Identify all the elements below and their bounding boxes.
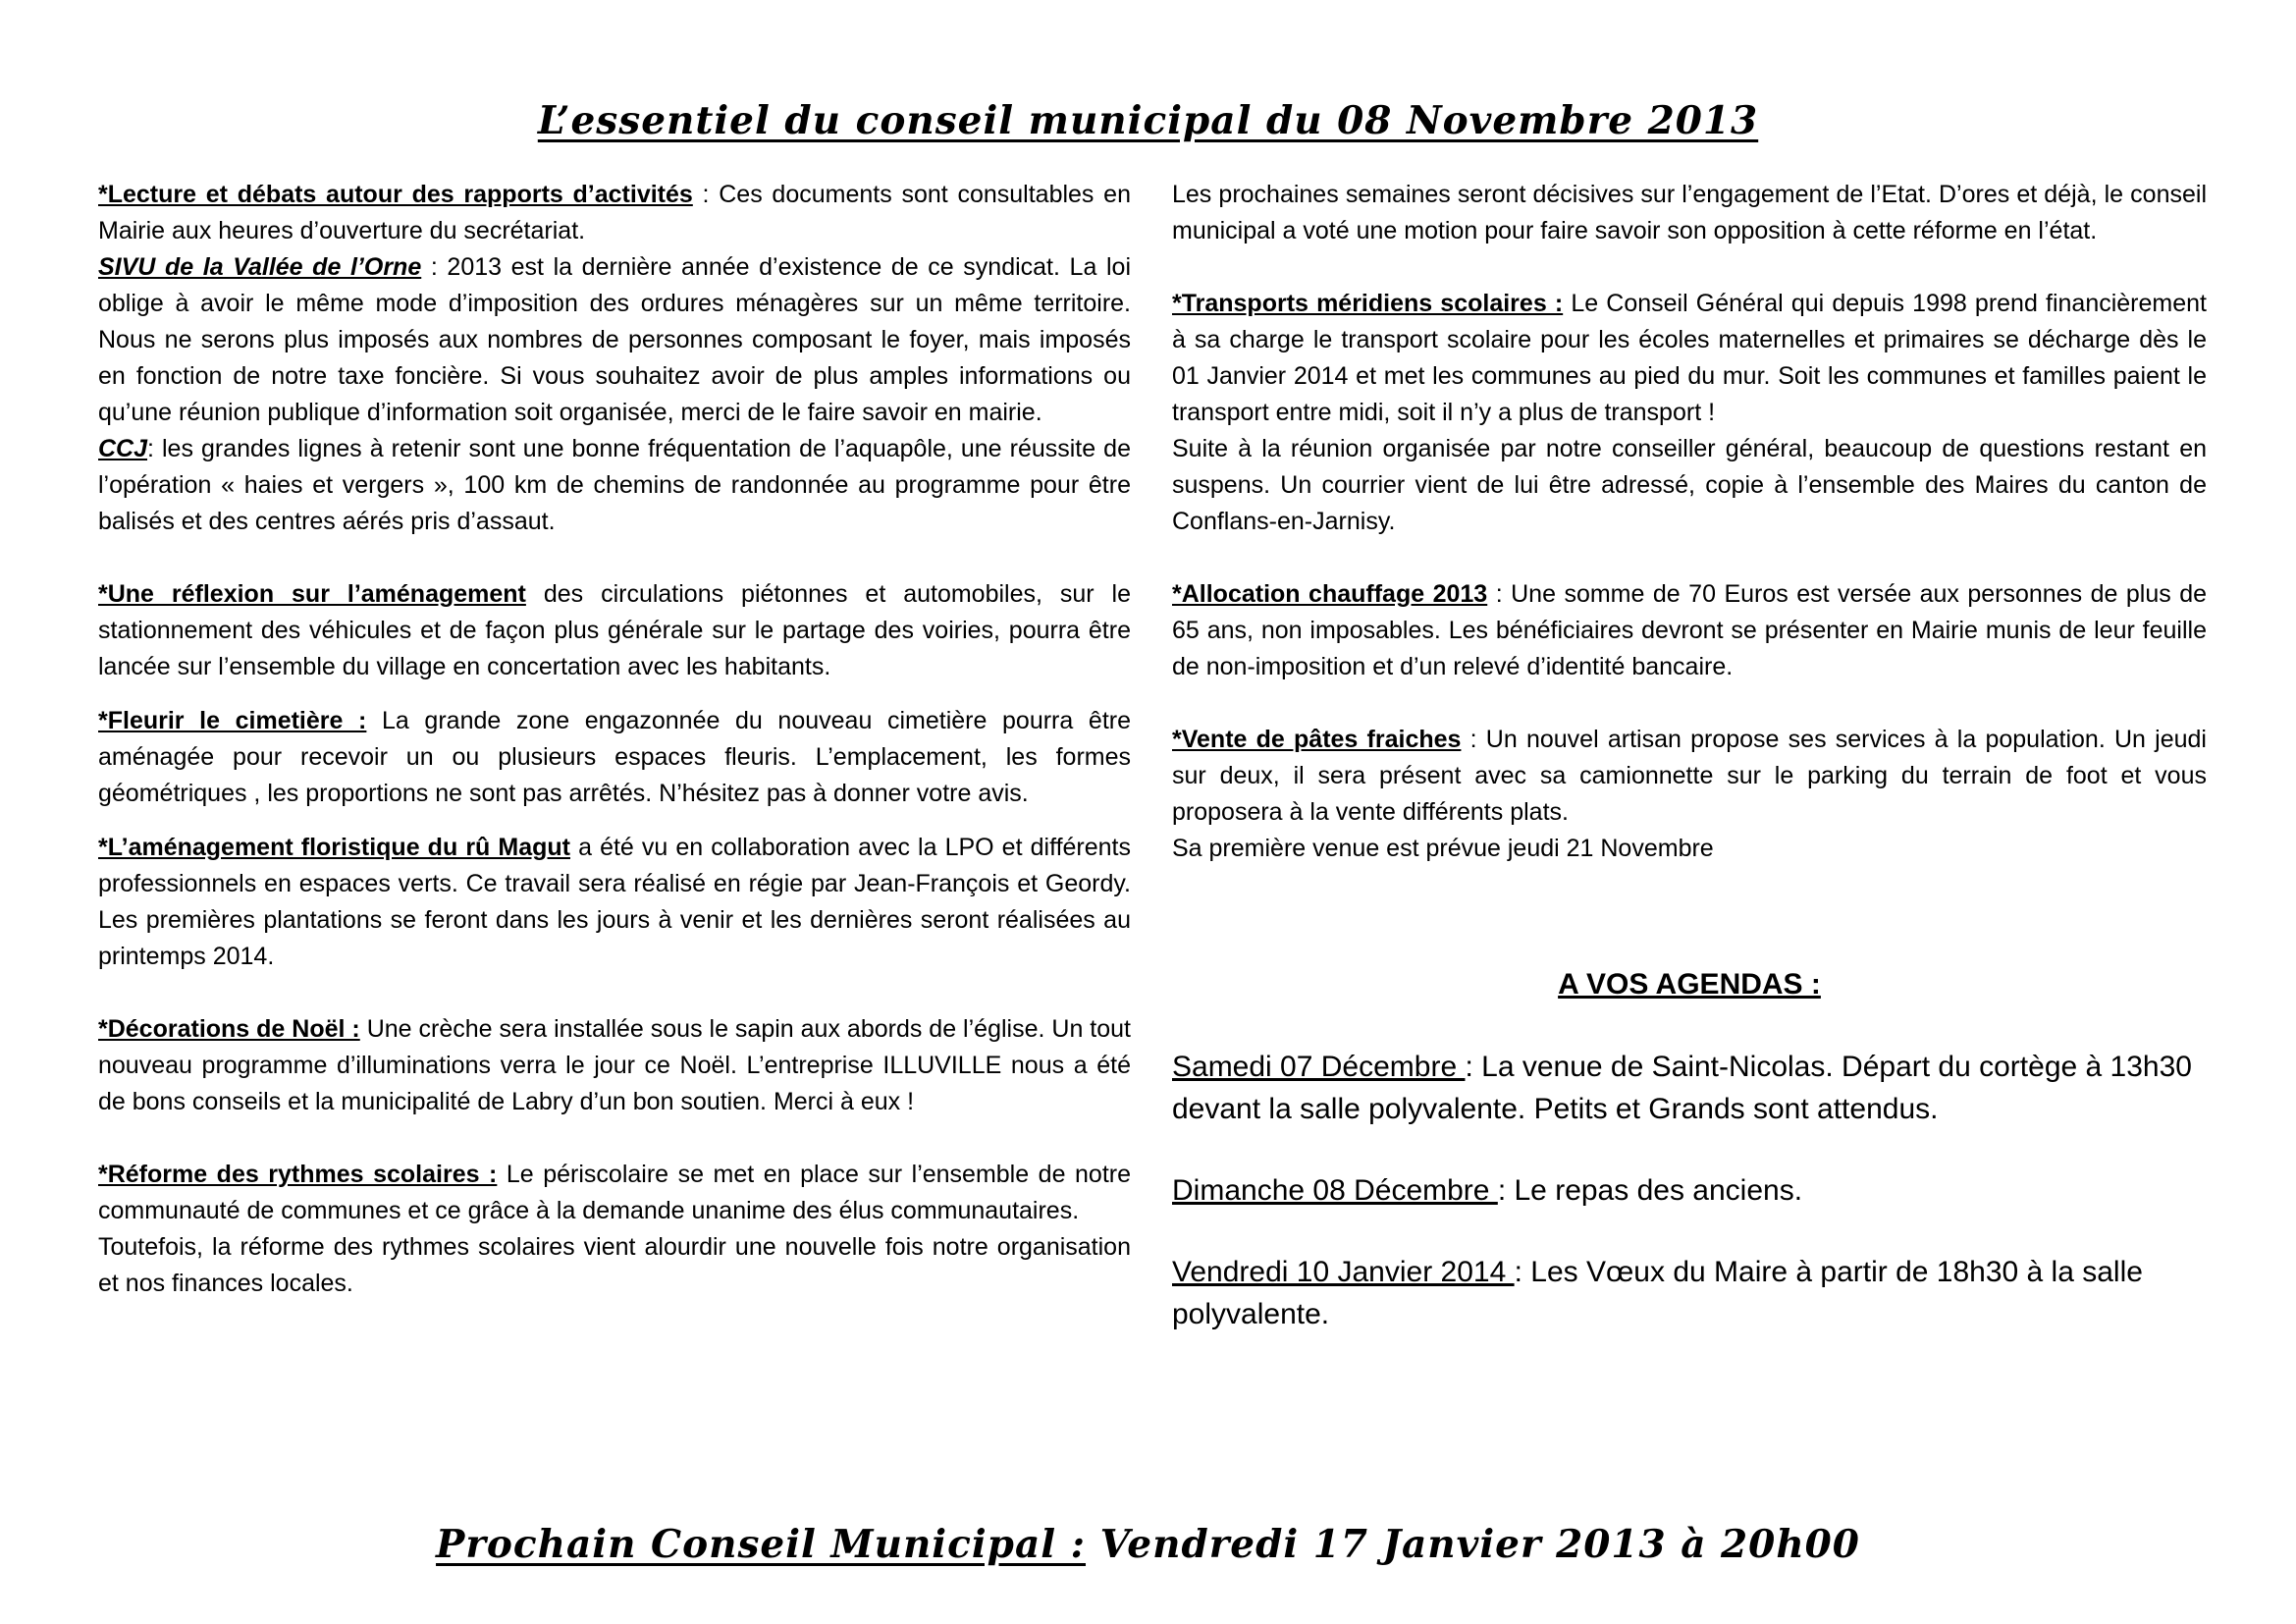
section-label: *Réforme des rythmes scolaires : [98, 1161, 498, 1188]
agenda-item [1172, 1169, 2207, 1212]
section-label: *Décorations de Noël : [98, 1015, 360, 1043]
section-text: La grande zone engazonnée du nouveau cimetière pourra être aménagée pour recevoir un ou plusieurs espaces fleuris. L’emplacement, les formes géométriques , les proportions ne sont pas arrêtés. N’hésitez pas à donner votre avis. [98, 707, 1131, 807]
sivu-label: SIVU de la Vallée de l’Orne [98, 253, 422, 281]
section-text: Une crèche sera installée sous le sapin aux abords de l’église. Un tout nouveau programme d’illuminations verra le jour ce Noël. L’entreprise ILLUVILLE nous a été de bons conseils et la municipalité de Labry d’un bon soutien. Merci à eux ! [98, 1015, 1131, 1115]
section-label: *Transports méridiens scolaires : [1172, 290, 1564, 317]
section-label: *Allocation chauffage 2013 [1172, 580, 1488, 608]
footer-text: Vendredi 17 Janvier 2013 à 20h00 [1086, 1522, 1860, 1567]
section-amenagement [98, 576, 1131, 685]
section-text: a été vu en collaboration avec la LPO et différents professionnels en espaces verts. Ce travail sera réalisé en régie par Jean-François et Geordy. Les premières plantations se feront dans les jours à venir et les dernières seront réalisées au printemps 2014. [98, 834, 1131, 970]
right-column [1172, 177, 2207, 1335]
next-council-footer [0, 1522, 2296, 1567]
sivu-text: : 2013 est la dernière année d’existence de ce syndicat. La loi oblige à avoir le même mode d’imposition des ordures ménagères sur un même territoire. Nous ne serons plus imposés aux nombres de personnes composant le foyer, mais imposés en fonction de notre taxe foncière. Si vous souhaitez avoir de plus amples informations ou qu’une réunion publique d’information soit organisée, merci de le faire savoir en mairie. [98, 253, 1131, 426]
section-floristique [98, 830, 1131, 975]
section-label: *Vente de pâtes fraiches [1172, 726, 1462, 753]
section-text: : Ces documents sont consultables en Mairie aux heures d’ouverture du secrétariat. [98, 181, 1131, 244]
agenda-text: : Le repas des anciens. [1497, 1174, 1803, 1207]
agenda-date: Vendredi 10 Janvier 2014 [1172, 1256, 1515, 1288]
agenda-item [1172, 1046, 2207, 1130]
agenda-text: : Les Vœux du Maire à partir de 18h30 à la salle polyvalente. [1172, 1256, 2143, 1330]
section-transports [1172, 286, 2207, 540]
ccj-label: CCJ [98, 435, 148, 462]
agenda-text: : La venue de Saint-Nicolas. Départ du cortège à 13h30 devant la salle polyvalente. Petits et Grands sont attendus. [1172, 1051, 2192, 1125]
section-rythmes-continued: Les prochaines semaines seront décisives sur l’engagement de l’Etat. D’ores et déjà, le conseil municipal a voté une motion pour faire savoir son opposition à cette réforme en l’état. [1172, 181, 2207, 244]
section-label: *L’aménagement floristique du rû Magut [98, 834, 570, 861]
section-pates [1172, 722, 2207, 867]
section-rythmes [98, 1157, 1131, 1302]
section-label: *Lecture et débats autour des rapports d’activités [98, 181, 693, 208]
agenda-list [1172, 1046, 2207, 1335]
agenda-item [1172, 1251, 2207, 1335]
section-text-2: Toutefois, la réforme des rythmes scolaires vient alourdir une nouvelle fois notre organisation et nos finances locales. [98, 1233, 1131, 1297]
ccj-text: : les grandes lignes à retenir sont une bonne fréquentation de l’aquapôle, une réussite de l’opération « haies et vergers », 100 km de chemins de randonnée au programme pour être balisés et des centres aérés pris d’assaut. [98, 435, 1131, 535]
section-text: Le Conseil Général qui depuis 1998 prend financièrement à sa charge le transport scolaire pour les écoles maternelles et primaires se décharge dès le 01 Janvier 2014 et met les communes au pied du mur. Soit les communes et familles paient le transport entre midi, soit il n’y a plus de transport ! [1172, 290, 2207, 426]
section-text: des circulations piétonnes et automobiles, sur le stationnement des véhicules et de façon plus générale sur le partage des voiries, pourra être lancée sur l’ensemble du village en concertation avec les habitants. [98, 580, 1132, 680]
left-column [98, 177, 1131, 1302]
page-title: L’essentiel du conseil municipal du 08 Novembre 2013 [537, 98, 1759, 143]
agenda-title: A VOS AGENDAS : [1558, 968, 1821, 1001]
section-rapports [98, 177, 1131, 540]
section-chauffage [1172, 576, 2207, 685]
section-label: *Une réflexion sur l’aménagement [98, 580, 526, 608]
section-text-2: Sa première venue est prévue jeudi 21 Novembre [1172, 835, 1714, 862]
section-text: : Une somme de 70 Euros est versée aux personnes de plus de 65 ans, non imposables. Les bénéficiaires devront se présenter en Mairie munis de leur feuille de non-imposition et d’un relevé d’identité bancaire. [1172, 580, 2208, 680]
agenda-date: Samedi 07 Décembre [1172, 1051, 1466, 1083]
section-text: : Un nouvel artisan propose ses services à la population. Un jeudi sur deux, il sera présent avec sa camionnette sur le parking du terrain de foot et vous proposera à la vente différents plats. [1172, 726, 2207, 826]
section-label: *Fleurir le cimetière : [98, 707, 367, 734]
section-cimetiere [98, 703, 1131, 812]
footer-label: Prochain Conseil Municipal : [436, 1522, 1087, 1567]
section-noel [98, 1011, 1131, 1120]
section-text: Le périscolaire se met en place sur l’ensemble de notre communauté de communes et ce grâce à la demande unanime des élus communautaires. [98, 1161, 1131, 1224]
section-text-2: Suite à la réunion organisée par notre conseiller général, beaucoup de questions restant en suspens. Un courrier vient de lui être adressé, copie à l’ensemble des Maires du canton de Conflans-en-Jarnisy. [1172, 435, 2207, 535]
agenda-date: Dimanche 08 Décembre [1172, 1174, 1498, 1207]
